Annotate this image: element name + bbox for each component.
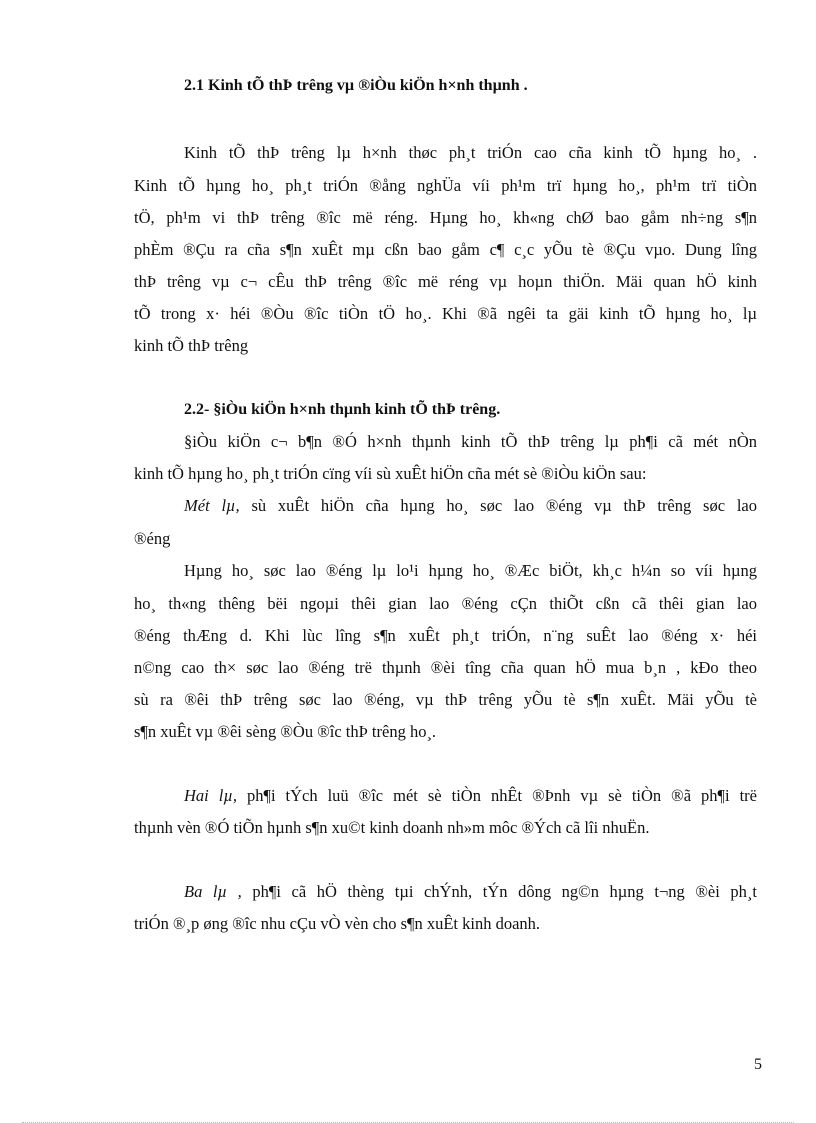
paragraph-line: kinh tÕ thÞ trêng — [134, 336, 249, 355]
paragraph-line: ®éng — [134, 529, 171, 548]
condition-3-text: ph¶i cã hÖ thèng tµi chÝnh, tÝn dông ng©n hµng t¬ng ®èi ph¸t — [241, 882, 758, 901]
paragraph-line: Kinh tÕ thÞ trêng lµ h×nh thøc ph¸t triÓn cao cña kinh tÕ hµng ho¸ . — [184, 143, 757, 162]
condition-3-label: Ba lµ , — [184, 882, 242, 901]
condition-1-first-line — [184, 496, 757, 516]
condition-3-first-line — [184, 882, 757, 902]
condition-2-label: Hai lµ, — [184, 786, 237, 805]
paragraph-line: §iÒu kiÖn c¬ b¶n ®Ó h×nh thµnh kinh tÕ thÞ trêng lµ ph¶i cã mét nÒn — [184, 432, 757, 451]
paragraph-line: Kinh tÕ hµng ho¸ ph¸t triÓn ®ång nghÜa víi ph¹m trï hµng ho¸, ph¹m trï tiÒn — [134, 176, 757, 195]
paragraph-line: Hµng ho¸ søc lao ®éng lµ lo¹i hµng ho¸ ®Æc biÖt, kh¸c h¼n so víi hµng — [184, 561, 757, 580]
paragraph-line: n©ng cao th× søc lao ®éng trë thµnh ®èi tîng cña quan hÖ mua b¸n , kÐo theo — [134, 658, 757, 677]
section-2-2-heading: 2.2- §iÒu kiÖn h×nh thµnh kinh tÕ thÞ trêng. — [184, 401, 501, 418]
paragraph-line: thÞ trêng vµ c¬ cÊu thÞ trêng ®îc më réng vµ hoµn thiÖn. Mäi quan hÖ kinh — [134, 272, 757, 291]
section-2-1-heading: 2.1 Kinh tÕ thÞ trêng vµ ®iÒu kiÖn h×nh thµnh . — [184, 77, 528, 94]
paragraph-line: thµnh vèn ®Ó tiÕn hµnh s¶n xu©t kinh doanh nh»m môc ®Ých cã lîi nhuËn. — [134, 818, 650, 837]
condition-1-label: Mét lµ, — [184, 496, 240, 515]
page-number: 5 — [754, 1056, 762, 1073]
paragraph-line: ho¸ th«ng thêng bëi ngoµi thêi gian lao ®éng cÇn thiÕt cßn cã thêi gian lao — [134, 594, 757, 613]
condition-1-text: sù xuÊt hiÖn cña hµng ho¸ søc lao ®éng vµ thÞ trêng søc lao — [239, 496, 757, 515]
paragraph-line: phÈm ®Çu ra cña s¶n xuÊt mµ cßn bao gåm c¶ c¸c yÕu tè ®Çu vµo. Dung lîng — [134, 240, 757, 259]
paragraph-line: triÓn ®¸p øng ®îc nhu cÇu vÒ vèn cho s¶n xuÊt kinh doanh. — [134, 914, 541, 933]
paragraph-line: s¶n xuÊt vµ ®êi sèng ®Òu ®îc thÞ trêng ho¸. — [134, 722, 437, 741]
paragraph-line: tÖ, ph¹m vi thÞ trêng ®îc më réng. Hµng ho¸ kh«ng chØ bao gåm nh÷ng s¶n — [134, 208, 757, 227]
paragraph-line: ®éng thÆng d. Khi lùc lîng s¶n xuÊt ph¸t triÓn, n¨ng suÊt lao ®éng x· héi — [134, 626, 757, 645]
paragraph-line: tÕ trong x· héi ®Òu ®îc tiÒn tÖ ho¸. Khi ®ã ngêi ta gäi kinh tÕ hµng ho¸ lµ — [134, 304, 757, 323]
paragraph-line: kinh tÕ hµng ho¸ ph¸t triÓn cïng víi sù xuÊt hiÖn cña mét sè ®iÒu kiÖn sau: — [134, 464, 647, 483]
condition-2-text: ph¶i tÝch luü ®îc mét sè tiÒn nhÊt ®Þnh vµ sè tiÒn ®ã ph¶i trë — [236, 786, 757, 805]
condition-2-first-line — [184, 786, 757, 806]
paragraph-line: sù ra ®êi thÞ trêng søc lao ®éng, vµ thÞ trêng yÕu tè s¶n xuÊt. Mäi yÕu tè — [134, 690, 757, 709]
